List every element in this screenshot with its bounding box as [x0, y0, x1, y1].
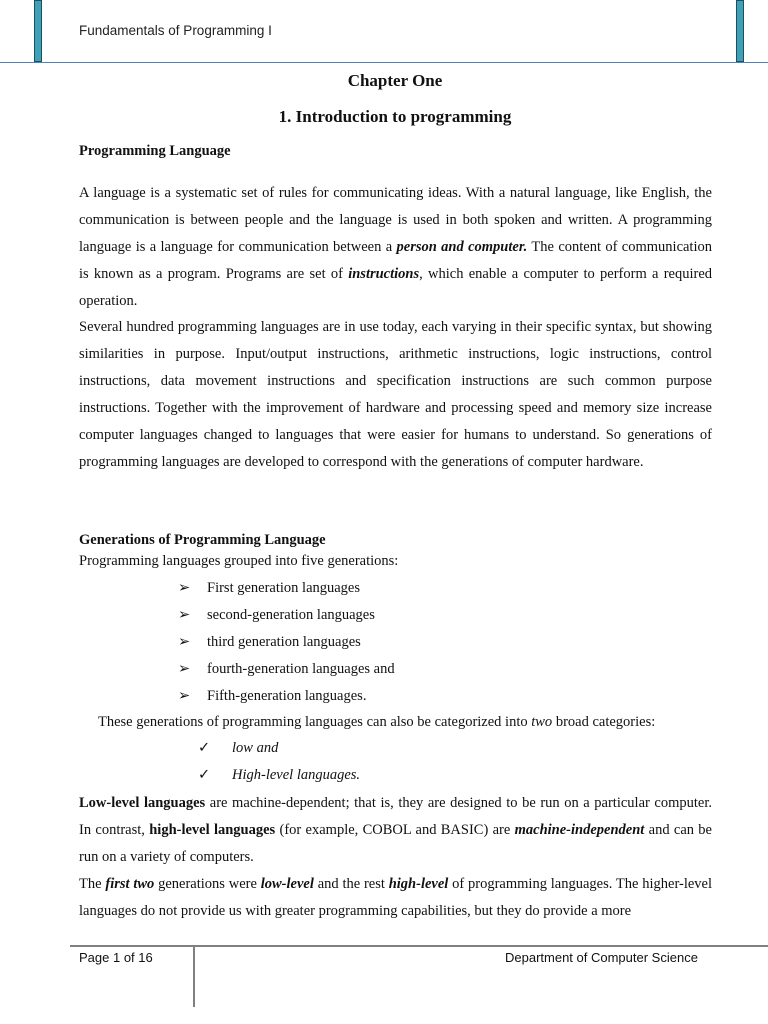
paragraph-4: The first two generations were low-level and the rest high-level of programming languages. The higher-level languages do not provide us with greater programming capabilities, but they do provide a more	[79, 876, 713, 919]
generations-intro: Programming languages grouped into five generations:	[79, 553, 399, 569]
categories-line: These generations of programming languages can also be categorized into two broad categories:	[98, 714, 656, 730]
header-title: Fundamentals of Programming I	[79, 23, 272, 38]
p1-text-e: , which enable a computer to perform a required operation.	[79, 265, 713, 309]
arrow-bullet-icon: ➢	[178, 607, 191, 623]
footer-page-number: Page 1 of 16	[79, 950, 153, 965]
arrow-bullet-icon: ➢	[178, 634, 191, 650]
checkmark-bullet-icon: ✓	[198, 767, 211, 783]
header-right-bar	[736, 0, 744, 62]
arrow-bullet-icon: ➢	[178, 688, 191, 704]
checkmark-bullet-icon: ✓	[198, 740, 211, 756]
chapter-title: Chapter One	[347, 71, 443, 90]
p1-emphasis-instructions: instructions	[348, 265, 420, 282]
footer-department: Department of Computer Science	[505, 950, 698, 965]
heading-generations: Generations of Programming Language	[79, 532, 326, 548]
footer-rule	[70, 945, 768, 947]
p1-emphasis-person-computer: person and computer.	[396, 238, 528, 255]
p1-text-c: The content of communication is known as a program. Programs are set of	[79, 238, 712, 282]
paragraph-3: Low-level languages are machine-dependent; that is, they are designed to be run on a particular computer. In contrast, high-level languages (for example, COBOL and BASIC) are machine-independent and can be run on a variety of computers.	[79, 795, 712, 865]
paragraph-2: Several hundred programming languages are in use today, each varying in their specific syntax, but showing similarities in purpose. Input/output instructions, arithmetic instructions, logic instructions, control instructions, data movement instructions and specification instructions are such common purpose instructions. Together with the improvement of hardware and processing speed and memory size increase computer languages changed to languages that were easier for humans to understand. So generations of programming languages are developed to correspond with the generations of computer hardware.	[79, 319, 712, 470]
arrow-bullet-icon: ➢	[178, 580, 191, 596]
paragraph-1	[79, 180, 712, 315]
heading-programming-language: Programming Language	[79, 143, 231, 159]
p1-text-a: A language is a systematic set of rules for communicating ideas. With a natural language, like English, the communication is between people and the language is used in both spoken and written. A programming language is a language for communication between a	[79, 185, 712, 255]
footer-divider	[193, 945, 195, 1007]
header-rule	[0, 62, 768, 63]
header-left-bar	[34, 0, 42, 62]
section-title: 1. Introduction to programming	[278, 107, 512, 126]
arrow-bullet-icon: ➢	[178, 661, 191, 677]
